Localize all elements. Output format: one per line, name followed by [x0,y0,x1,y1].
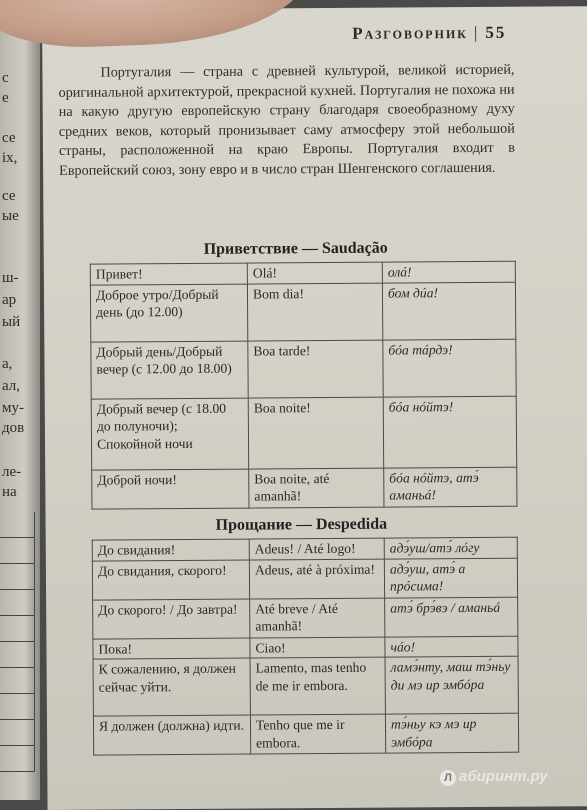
transcription-cell: олá! [382,261,515,282]
prev-page-fragment: на [2,484,17,500]
portuguese-cell: Boa tarde! [248,340,383,398]
prev-page-fragment: ш- [2,270,19,286]
greeting-table [90,261,518,509]
prev-page-fragment: іх, [2,150,18,166]
transcription-cell: атэ́ брэ́вэ / аманьá [385,597,518,637]
prev-page-fragment: ле- [2,464,22,480]
transcription-cell: тэ́ньу кэ мэ ир эмбóра [385,713,518,753]
farewell-table [92,537,519,756]
table-row [91,396,516,470]
intro-paragraph: Португалия — страна с древней культурой, великой историей, оригинальной архитектурой, прекрасной кухней. Португалия не похожа ни на какую другую европейскую страну благодаря своеобразному духу средних веков, который пронизывает саму атмосферу этой небольшой страны, расположенной на краю Европы. Португалия входит в Европейский союз, зону евро и в число стран Шенгенского соглашения. [58,61,516,179]
portuguese-cell: Lamento, mas tenho de me ir embora. [250,657,385,715]
table-row [92,467,517,509]
russian-cell: Доброй ночи! [92,469,249,509]
portuguese-cell: Tenho que me ir embora. [250,714,385,754]
running-title: Разговорник [352,23,469,43]
russian-cell: Привет! [90,263,247,285]
portuguese-cell: Boa noite, até amanhã! [249,468,384,508]
russian-cell: Добрый вечер (с 18.00 до полуночи); Спокойной ночи [91,398,248,470]
prev-page-fragment: ые [2,208,19,224]
portuguese-cell: Bom dia! [247,283,382,341]
russian-cell: До свидания, скорого! [92,560,249,600]
table-row [93,656,518,716]
russian-cell: К сожалению, я должен сейчас уйти. [93,658,250,716]
prev-page-fragment: дов [2,420,25,436]
portuguese-cell: Até breve / Até amanhã! [250,598,385,638]
labirint-logo-icon: Л [440,770,456,786]
prev-page-fragment: ал, [2,378,21,394]
russian-cell: Добрый день/Добрый вечер (с 12.00 до 18.00) [91,341,248,399]
russian-cell: Пока! [93,638,250,660]
prev-page-fragment: с [2,70,9,86]
russian-cell: До свидания! [92,539,249,561]
table-row [91,339,516,399]
prev-page-fragment: е [2,90,9,106]
table-row [90,282,515,342]
previous-page-strip [0,0,40,800]
section-title-greeting: Приветствие — Saudação [203,239,388,258]
prev-page-fragment: а, [2,356,13,372]
table-row [92,558,517,600]
prev-page-fragment: се [2,188,16,204]
portuguese-cell: Ciao! [250,637,385,658]
prev-page-table [0,512,35,772]
russian-cell: До скорого! / До завтра! [93,599,250,639]
russian-cell: Я должен (должна) идти. [93,715,250,755]
prev-page-fragment: ар [2,292,17,308]
transcription-cell: бóа нóйтэ! [383,396,516,468]
labirint-watermark [440,768,548,786]
transcription-cell: бом дúа! [382,282,515,340]
prev-page-fragment: му- [2,400,24,416]
portuguese-cell: Adeus! / Até logo! [249,538,384,559]
table-row [93,597,518,639]
russian-cell: Доброе утро/Добрый день (до 12.00) [90,284,247,342]
page-number: 55 [485,22,507,42]
portuguese-cell: Adeus, até à próxima! [249,559,384,599]
transcription-cell: адэ́уш/атэ́ лóгу [384,537,517,558]
book-page [42,6,587,810]
page-header: Разговорник | 55 [352,22,507,43]
portuguese-cell: Olá! [247,262,382,283]
table-row [93,636,518,659]
watermark-text: абиринт.ру [459,768,548,785]
transcription-cell: бóа тáрдэ! [383,339,516,397]
transcription-cell: адэ́уш, атэ́ а прóсима! [384,558,517,598]
prev-page-fragment: се [2,130,16,146]
section-title-farewell: Прощание — Despedida [215,515,388,534]
portuguese-cell: Boa noite! [248,397,383,469]
transcription-cell: чáо! [385,636,518,657]
transcription-cell: бóа нóйтэ, атэ́ аманьá! [384,467,517,507]
prev-page-fragment: ый [2,314,21,330]
transcription-cell: ламэ́нту, маш тэ́ньу ди мэ ир эмбóра [385,656,518,714]
table-row [93,713,518,755]
